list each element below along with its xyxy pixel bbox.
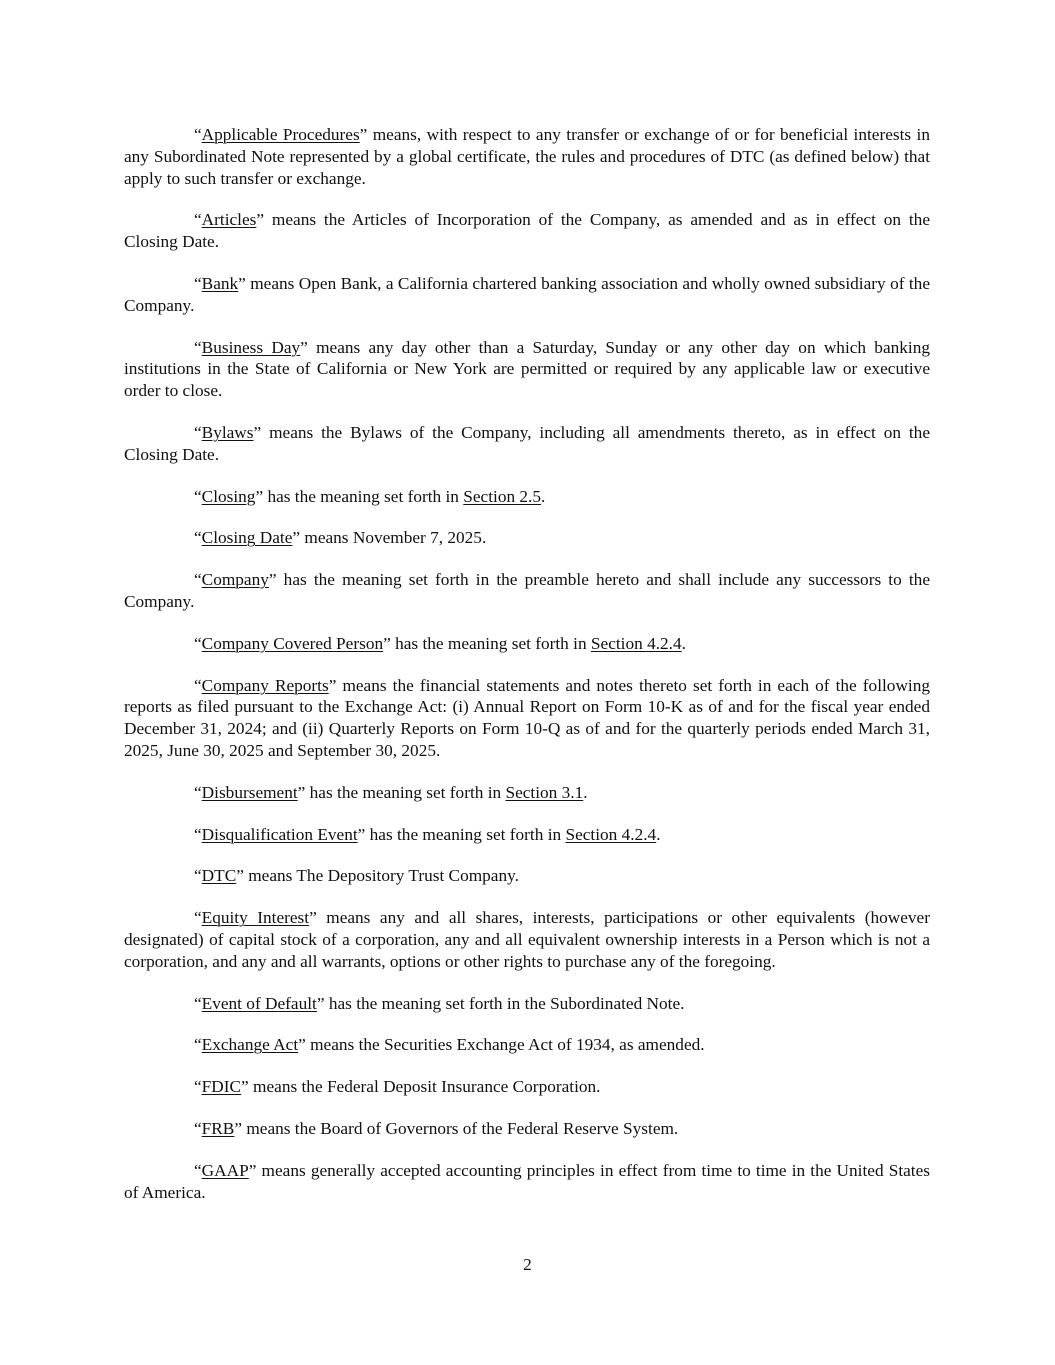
definition-company-reports: “Company Reports” means the financial statements and notes thereto set forth in each of the following reports as filed pursuant to the Exchange Act: (i) Annual Report on Form 10-K as of and for the fiscal year ended December 31, 2024; and (ii) Quarterly Reports on Form 10-Q as of and for the quarterly periods ended March 31, 2025, June 30, 2025 and September 30, 2025. <box>124 675 931 760</box>
defined-term: Applicable Procedures <box>201 125 360 144</box>
defined-term: Exchange Act <box>201 1035 299 1055</box>
definition-dtc: “DTC” means The Depository Trust Company. <box>194 866 519 886</box>
defined-term: Bank <box>201 273 239 293</box>
section-reference: Section 3.1 <box>505 782 584 802</box>
defined-term: Bylaws <box>201 422 254 442</box>
defined-term: Business Day <box>201 337 301 357</box>
defined-term: Company <box>201 570 269 590</box>
definition-closing: “Closing” has the meaning set forth in Section 2.5. <box>194 486 546 506</box>
definition-disqualification-event: “Disqualification Event” has the meaning set forth in Section 4.2.4. <box>194 824 661 844</box>
definition-event-of-default: “Event of Default” has the meaning set forth in the Subordinated Note. <box>194 993 685 1013</box>
defined-term: FDIC <box>201 1077 242 1097</box>
defined-term: Disbursement <box>201 782 298 802</box>
definition-equity-interest: “Equity Interest” means any and all shares, interests, participations or other equivalents (however designated) of capital stock of a corporation, any and all equivalent ownership interests in a Person which is not a corporation, and any and all warrants, options or other rights to purchase any of the foregoing. <box>124 908 930 971</box>
definition-business-day: “Business Day” means any day other than a Saturday, Sunday or any other day on which banking institutions in the State of California or New York are permitted or required by any applicable law or executive order to close. <box>124 337 930 401</box>
definition-articles: “Articles” means the Articles of Incorporation of the Company, as amended and as in effect on the Closing Date. <box>124 210 930 252</box>
definition-applicable-procedures: “Applicable Procedures” means, with respect to any transfer or exchange of or for beneficial interests in any Subordinated Note represented by a global certificate, the rules and procedures of DTC (as defined below) that apply to such transfer or exchange. <box>124 125 930 188</box>
definition-gaap: “GAAP” means generally accepted accounting principles in effect from time to time in the United States of America. <box>124 1160 930 1202</box>
definition-company: “Company” has the meaning set forth in the preamble hereto and shall include any successors to the Company. <box>124 570 930 611</box>
defined-term: Closing Date <box>201 528 293 548</box>
defined-term: Equity Interest <box>201 908 310 928</box>
definition-disbursement: “Disbursement” has the meaning set forth in Section 3.1. <box>194 782 588 802</box>
page-number: 2 <box>523 1255 532 1274</box>
section-reference: Section 4.2.4 <box>590 633 682 653</box>
defined-term: FRB <box>201 1118 235 1138</box>
defined-term: Disqualification Event <box>201 824 358 844</box>
defined-term: Company Reports <box>201 675 329 695</box>
defined-term: DTC <box>201 866 237 886</box>
defined-term: Company Covered Person <box>201 633 384 653</box>
definition-bylaws: “Bylaws” means the Bylaws of the Company, including all amendments thereto, as in effect on the Closing Date. <box>124 422 930 464</box>
definition-frb: “FRB” means the Board of Governors of the Federal Reserve System. <box>194 1118 679 1138</box>
defined-term: Closing <box>201 486 256 506</box>
section-reference: Section 4.2.4 <box>565 824 657 844</box>
definition-exchange-act: “Exchange Act” means the Securities Exchange Act of 1934, as amended. <box>194 1035 705 1055</box>
definition-fdic: “FDIC” means the Federal Deposit Insurance Corporation. <box>194 1077 601 1097</box>
section-reference: Section 2.5 <box>463 486 542 506</box>
defined-term: GAAP <box>201 1160 249 1180</box>
definition-bank: “Bank” means Open Bank, a California chartered banking association and wholly owned subsidiary of the Company. <box>124 273 930 315</box>
definition-closing-date: “Closing Date” means November 7, 2025. <box>194 528 487 548</box>
document-page <box>124 124 930 1223</box>
defined-term: Articles <box>201 210 257 230</box>
defined-term: Event of Default <box>201 993 317 1013</box>
definition-company-covered-person: “Company Covered Person” has the meaning set forth in Section 4.2.4. <box>194 633 686 653</box>
